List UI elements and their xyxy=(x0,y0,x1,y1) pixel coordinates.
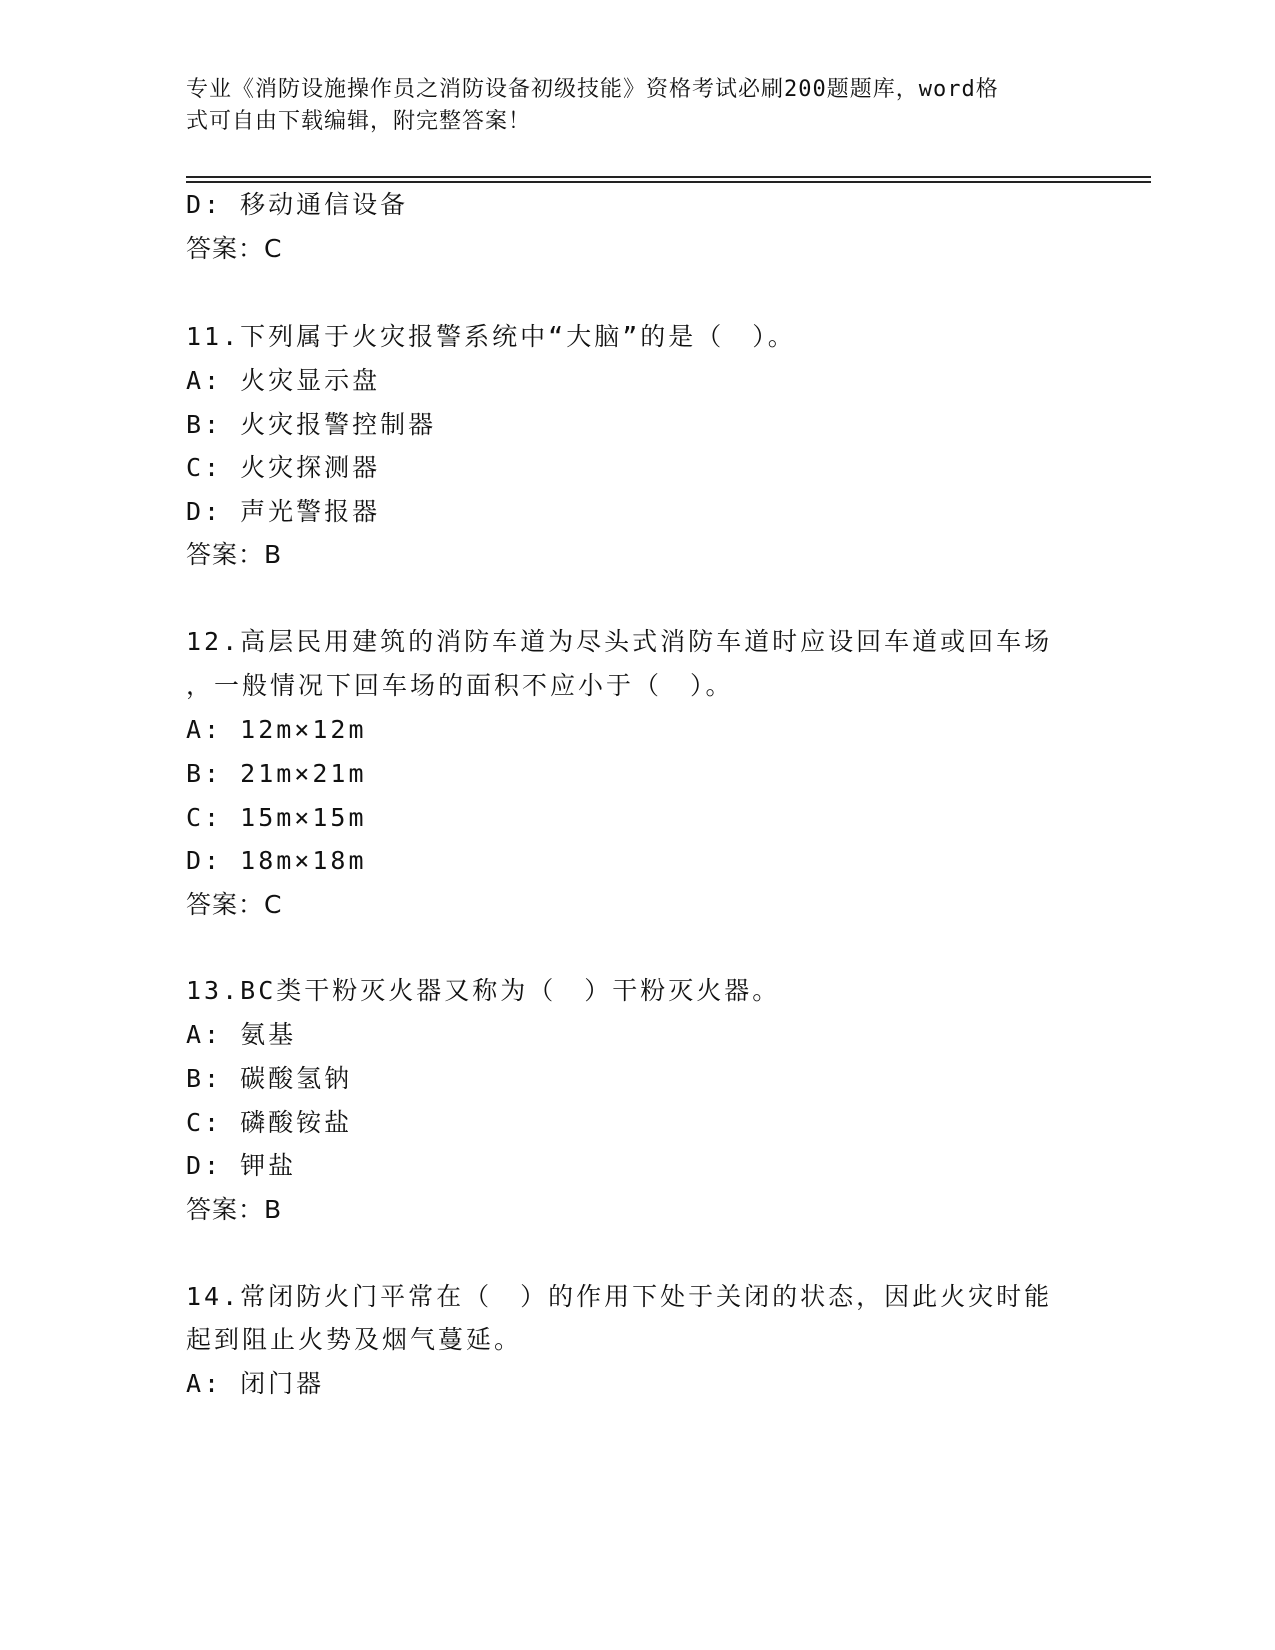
question-12-option-d: D: 18m×18m xyxy=(186,846,367,875)
prev-question-option-d: D: 移动通信设备 xyxy=(186,190,409,219)
question-11-answer: 答案：B xyxy=(186,540,283,569)
question-11-stem: 11.下列属于火灾报警系统中“大脑”的是（ ）。 xyxy=(186,322,796,351)
question-14-stem-line1: 14.常闭防火门平常在（ ）的作用下处于关闭的状态，因此火灾时能 xyxy=(186,1282,1053,1311)
question-14-stem-line2: 起到阻止火势及烟气蔓延。 xyxy=(186,1325,523,1354)
question-14-option-a: A: 闭门器 xyxy=(186,1369,325,1398)
question-13-answer: 答案：B xyxy=(186,1195,283,1224)
header-divider-bottom xyxy=(186,181,1151,183)
question-12-option-b: B: 21m×21m xyxy=(186,759,367,788)
question-13-option-c: C: 磷酸铵盐 xyxy=(186,1108,353,1137)
question-13-stem: 13.BC类干粉灭火器又称为（ ）干粉灭火器。 xyxy=(186,976,781,1005)
question-12-stem-line1: 12.高层民用建筑的消防车道为尽头式消防车道时应设回车道或回车场 xyxy=(186,627,1053,656)
question-13-option-d: D: 钾盐 xyxy=(186,1151,297,1180)
question-11-option-c: C: 火灾探测器 xyxy=(186,453,381,482)
question-13-option-a: A: 氨基 xyxy=(186,1020,297,1049)
prev-question-answer: 答案：C xyxy=(186,234,283,263)
question-11-option-a: A: 火灾显示盘 xyxy=(186,366,381,395)
question-12-option-a: A: 12m×12m xyxy=(186,715,367,744)
question-11-option-b: B: 火灾报警控制器 xyxy=(186,410,437,439)
header-title-line1: 专业《消防设施操作员之消防设备初级技能》资格考试必刷200题题库，word格 xyxy=(186,77,999,102)
header-title-line2: 式可自由下载编辑，附完整答案！ xyxy=(186,109,532,134)
question-11-option-d: D: 声光警报器 xyxy=(186,497,381,526)
question-12-stem-line2: ，一般情况下回车场的面积不应小于（ ）。 xyxy=(186,671,734,700)
question-12-answer: 答案：C xyxy=(186,890,283,919)
header-divider-top xyxy=(186,176,1151,178)
question-13-option-b: B: 碳酸氢钠 xyxy=(186,1064,353,1093)
question-12-option-c: C: 15m×15m xyxy=(186,803,367,832)
document-header xyxy=(186,74,1076,138)
